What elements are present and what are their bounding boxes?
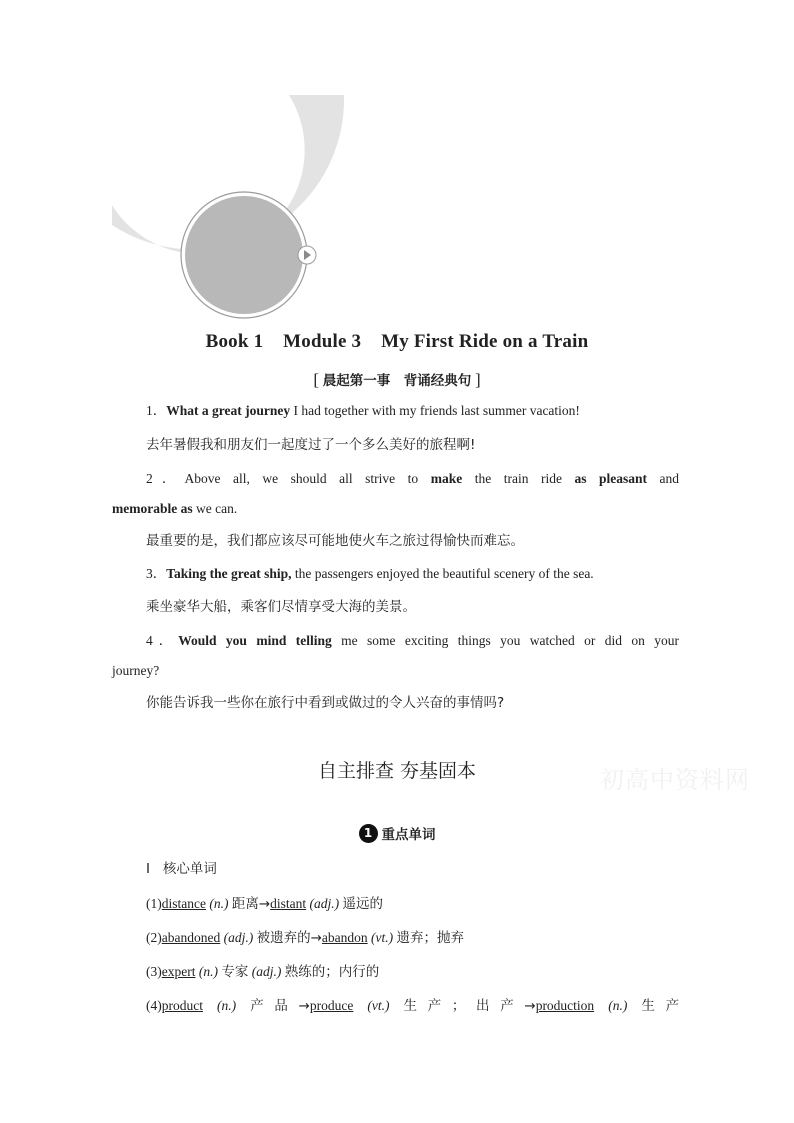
vocab-item-4: (4)product (n.) 产品→produce (vt.) 生产；出产→production (n.) 生产	[146, 998, 680, 1014]
title-module: Module 3	[283, 331, 362, 352]
play-arrow-icon	[298, 246, 316, 264]
sentence-2-cn: 最重要的是，我们都应该尽可能地使火车之旅过得愉快而难忘。	[146, 533, 524, 549]
title-name: My First Ride on a Train	[381, 331, 589, 352]
sentence-4-en-line1: 4．Would you mind telling me some exciting things you watched or did on your	[146, 633, 680, 648]
sentence-1-en: 1．What a great journey I had together with my friends last summer vacation!	[146, 403, 580, 418]
lesson-title	[0, 331, 794, 353]
title-book: Book 1	[205, 331, 264, 352]
watermark: 初高中资料网	[600, 766, 750, 794]
sentence-3-en: 3．Taking the great ship, the passengers enjoyed the beautiful scenery of the sea.	[146, 566, 594, 581]
subsection-title: 重点单词	[381, 827, 436, 843]
bracket-open: [	[313, 370, 319, 389]
sentence-4-en-line2: journey?	[112, 663, 160, 678]
section-subhead	[0, 369, 794, 390]
subsection-heading	[0, 823, 794, 843]
vocab-item-3: (3)expert (n.) 专家 (adj.) 熟练的；内行的	[146, 964, 380, 980]
sentence-4-cn: 你能告诉我一些你在旅行中看到或做过的令人兴奋的事情吗?	[146, 695, 505, 711]
sentence-2-en-line2: memorable as we can.	[112, 501, 238, 516]
decor-circle	[185, 196, 303, 314]
core-words-label: Ⅰ 核心单词	[146, 861, 217, 877]
sentence-2-en-line1: 2．Above all, we should all strive to make the train ride as pleasant and	[146, 471, 680, 486]
sentence-3-cn: 乘坐豪华大船，乘客们尽情享受大海的美景。	[146, 599, 416, 615]
vocab-item-2: (2)abandoned (adj.) 被遗弃的→abandon (vt.) 遗弃；抛弃	[146, 930, 465, 946]
number-badge-icon: 1	[359, 824, 378, 843]
decorative-graphic	[112, 95, 352, 325]
section-title: 自主排查 夯基固本	[317, 760, 477, 782]
sentence-1-cn: 去年暑假我和朋友们一起度过了一个多么美好的旅程啊!	[146, 437, 476, 453]
vocab-item-1: (1)distance (n.) 距离→distant (adj.) 遥远的	[146, 896, 384, 912]
bracket-close: ]	[475, 370, 481, 389]
subhead-text: 晨起第一事 背诵经典句	[322, 373, 472, 389]
